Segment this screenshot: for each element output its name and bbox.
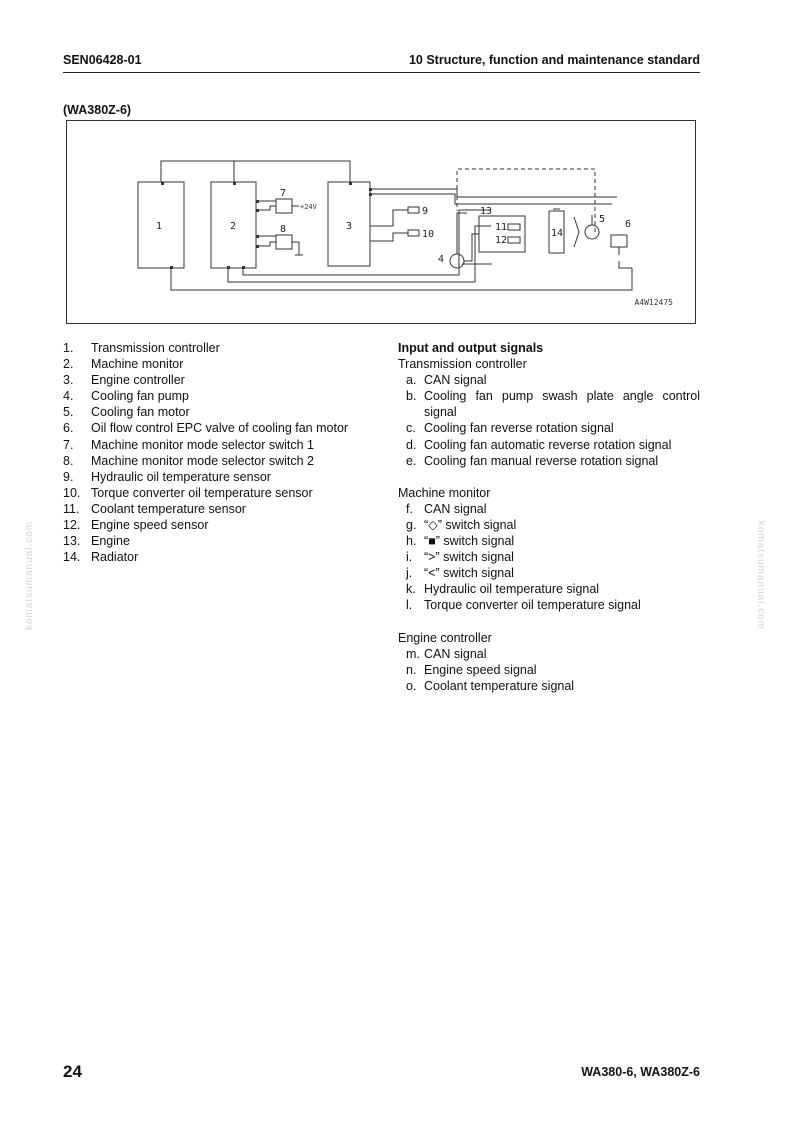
legend-text: Torque converter oil temperature sensor — [91, 485, 313, 500]
signal-letter: g. — [406, 517, 417, 532]
legend-item — [63, 549, 348, 565]
legend-number: 4. — [63, 389, 74, 404]
legend-item — [63, 501, 348, 517]
signal-letter: j. — [406, 566, 413, 581]
callout-9: 9 — [422, 206, 429, 217]
signal-item — [398, 565, 700, 581]
legend-item — [63, 517, 348, 533]
signal-groups — [398, 356, 700, 694]
callout-7: 7 — [280, 188, 287, 199]
legend-text: Cooling fan pump — [91, 389, 189, 404]
callout-4: 4 — [438, 254, 445, 265]
signal-text: CAN signal — [424, 646, 487, 661]
signal-text: Torque converter oil temperature signal — [424, 598, 641, 613]
legend-text: Engine controller — [91, 373, 185, 388]
diagram-canvas — [67, 121, 697, 325]
signal-letter: e. — [406, 453, 417, 468]
voltage-label: +24V — [300, 203, 317, 211]
callout-13: 13 — [480, 206, 493, 217]
cooling-fan-pump-symbol — [450, 254, 464, 268]
signal-group-name: Machine monitor — [398, 485, 491, 500]
signal-letter: b. — [406, 389, 417, 404]
callout-5: 5 — [599, 214, 606, 225]
signal-letter: f. — [406, 501, 413, 516]
callout-1: 1 — [155, 221, 163, 232]
signal-text: CAN signal — [424, 501, 487, 516]
legend-number: 7. — [63, 437, 74, 452]
signal-item — [398, 678, 700, 694]
signal-group-name: Transmission controller — [398, 357, 527, 372]
legend-number: 8. — [63, 453, 74, 468]
signal-letter: l. — [406, 598, 413, 613]
signal-letter: n. — [406, 662, 417, 677]
document-code: SEN06428-01 — [63, 53, 142, 67]
legend-item — [63, 453, 348, 469]
signal-text: “◇” switch signal — [424, 517, 517, 532]
legend-number: 6. — [63, 421, 74, 436]
signal-text: Engine speed signal — [424, 662, 537, 677]
parts-legend — [63, 340, 348, 565]
signal-text: Cooling fan automatic reverse rotation signal — [424, 437, 672, 452]
legend-text: Hydraulic oil temperature sensor — [91, 469, 271, 484]
signal-letter: h. — [406, 534, 417, 549]
signal-item — [398, 372, 700, 388]
legend-number: 9. — [63, 469, 74, 484]
signal-item — [398, 597, 700, 613]
signal-letter: a. — [406, 373, 417, 388]
signal-item — [398, 453, 700, 469]
system-diagram — [66, 120, 696, 324]
legend-number: 3. — [63, 373, 74, 388]
signal-text: CAN signal — [424, 373, 487, 388]
signal-item — [398, 662, 700, 678]
signal-text: Hydraulic oil temperature signal — [424, 582, 600, 597]
signal-item — [398, 646, 700, 662]
legend-item — [63, 372, 348, 388]
model-label: (WA380Z-6) — [63, 103, 132, 117]
signal-item — [398, 388, 700, 420]
signal-item — [398, 549, 700, 565]
legend-item — [63, 420, 348, 436]
cooling-fan-motor-symbol — [585, 225, 599, 239]
switch-7-box — [276, 199, 292, 213]
legend-text: Radiator — [91, 550, 139, 565]
signal-item — [398, 581, 700, 597]
signal-text: Cooling fan pump swash plate angle control signal — [424, 389, 700, 420]
legend-number: 12. — [63, 518, 81, 533]
signal-group-name: Engine controller — [398, 630, 492, 645]
legend-number: 2. — [63, 357, 74, 372]
legend-item — [63, 437, 348, 453]
legend-number: 10. — [63, 485, 81, 500]
watermark-right: komatsumanual.com — [755, 520, 767, 631]
signal-item — [398, 501, 700, 517]
page-number: 24 — [63, 1062, 82, 1081]
callout-3: 3 — [345, 221, 353, 232]
signal-letter: m. — [406, 646, 420, 661]
legend-number: 14. — [63, 550, 81, 565]
legend-item — [63, 340, 348, 356]
group-spacer — [398, 469, 700, 485]
epc-valve-box — [611, 235, 627, 247]
signals-title: Input and output signals — [398, 341, 544, 355]
signal-text: Coolant temperature signal — [424, 678, 575, 693]
legend-text: Cooling fan motor — [91, 405, 190, 420]
callout-11: 11 — [495, 222, 508, 233]
signal-item — [398, 517, 700, 533]
watermark-left: komatsumanual.com — [24, 520, 36, 631]
signal-text: “■” switch signal — [424, 534, 515, 549]
signals-section — [398, 340, 700, 694]
signal-text: “<” switch signal — [424, 566, 514, 581]
legend-text: Engine — [91, 534, 130, 549]
signal-item — [398, 420, 700, 436]
signal-text: Cooling fan manual reverse rotation signal — [424, 453, 659, 468]
callout-6: 6 — [625, 219, 632, 230]
legend-number: 11. — [63, 501, 80, 516]
legend-item — [63, 404, 348, 420]
legend-item — [63, 469, 348, 485]
signal-letter: d. — [406, 437, 417, 452]
signal-letter: i. — [406, 550, 413, 565]
legend-text: Machine monitor — [91, 357, 184, 372]
legend-item — [63, 356, 348, 372]
legend-text: Machine monitor mode selector switch 1 — [91, 437, 315, 452]
section-title: 10 Structure, function and maintenance standard — [408, 53, 700, 67]
switch-8-box — [276, 235, 292, 249]
legend-text: Oil flow control EPC valve of cooling fan motor — [91, 421, 349, 436]
signal-text: “>” switch signal — [424, 550, 514, 565]
callout-10: 10 — [422, 229, 435, 240]
callout-8: 8 — [280, 224, 287, 235]
legend-item — [63, 485, 348, 501]
legend-text: Engine speed sensor — [91, 518, 209, 533]
group-spacer — [398, 614, 700, 630]
legend-number: 13. — [63, 534, 81, 549]
legend-number: 1. — [63, 341, 74, 355]
legend-item — [63, 388, 348, 404]
signal-letter: k. — [406, 582, 416, 597]
callout-14: 14 — [551, 228, 564, 239]
signal-item — [398, 437, 700, 453]
legend-item — [63, 533, 348, 549]
callout-2: 2 — [229, 221, 237, 232]
footer-models: WA380-6, WA380Z-6 — [581, 1065, 700, 1079]
signal-item — [398, 533, 700, 549]
legend-number: 5. — [63, 405, 74, 420]
legend-text: Coolant temperature sensor — [91, 501, 246, 516]
signal-letter: o. — [406, 678, 417, 693]
callout-12: 12 — [495, 235, 508, 246]
legend-text: Machine monitor mode selector switch 2 — [91, 453, 315, 468]
legend-text: Transmission controller — [91, 341, 220, 355]
signal-text: Cooling fan reverse rotation signal — [424, 421, 614, 436]
signal-letter: c. — [406, 421, 416, 436]
figure-code: A4W12475 — [634, 298, 673, 307]
header-rule — [63, 72, 700, 73]
